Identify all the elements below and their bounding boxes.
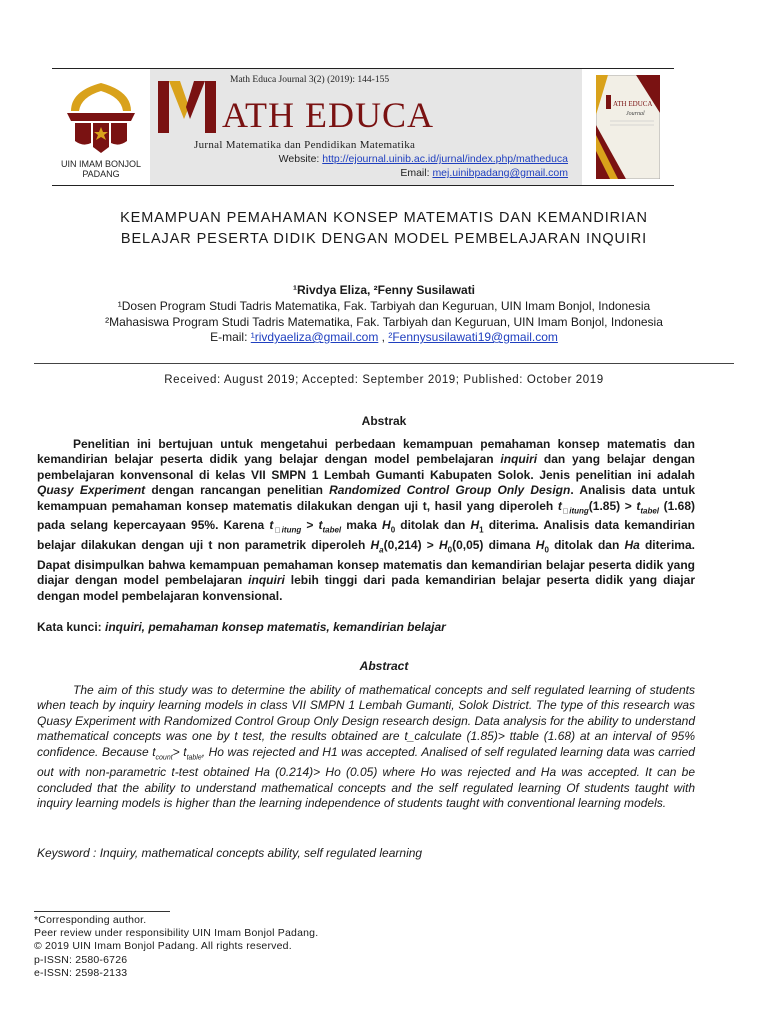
abstract-heading: Abstract	[359, 659, 409, 673]
website-label: Website:	[278, 153, 323, 165]
journal-email-link[interactable]: mej.uinibpadang@gmail.com	[432, 167, 568, 179]
affiliations	[0, 299, 768, 346]
header-divider	[34, 363, 734, 364]
footnote-divider	[34, 911, 170, 912]
author-email-label: E-mail:	[210, 330, 251, 344]
journal-subtitle: Jurnal Matematika dan Pendidikan Matematika	[194, 139, 416, 151]
email-separator: ,	[378, 330, 389, 344]
abstrak-body: Penelitian ini bertujuan untuk mengetahui perbedaan kemampuan pemahaman konsep matematis dan kemandirian belajar peserta didik yang belajar dengan model pembelajaran inquiri dan yang belajar dengan pembelajaran konvensonal di kelas VII SMPN 1 Lembah Gumanti Kabupaten Solok. Jenis penelitian ini adalah Quasy Experiment dengan rancangan penelitian Randomized Control Group Only Design. Analisis data untuk kemampuan pemahaman konsep matematis dilakukan dengan uji t, hasil yang diperoleh $t_{□itung}(1.85) > t_{tabel}$ (1.68) pada selang kepercayaan 95%. Karena $t_{□itung} > t_{tabel}$ maka $H_0$ ditolak dan $H_1$ diterima. Analisis data kemandirian belajar dilakukan dengan uji t non parametrik diperoleh $H_a(0,214) > H_0(0,05)$ dimana $H_0$ ditolak dan Ha diterima. Dapat disimpulkan bahwa kemampuan pemahaman konsep matematis dan kemandirian belajar peserta didik yang diajar dengan model pembelajaran inquiri lebih tinggi dari pada kemandirian belajar peserta didik yang diajar dengan model pembelajaran konvensional.	[37, 437, 696, 603]
abstract-keywords	[37, 846, 697, 860]
university-logo-icon	[61, 77, 141, 157]
cover-subtitle: Journal	[626, 111, 645, 117]
journal-cover-image	[596, 75, 660, 179]
footnotes	[34, 914, 318, 980]
journal-header	[52, 68, 674, 186]
article-title	[40, 208, 728, 250]
cover-title: ATH EDUCA	[613, 100, 653, 108]
affiliation-1: ¹Dosen Program Studi Tadris Matematika, Fak. Tarbiyah dan Keguruan, UIN Imam Bonjol, Indonesia	[117, 299, 651, 313]
abstract-body: The aim of this study was to determine the ability of mathematical concepts and self regulated learning of students when teach by inquiry learning models in class VII SMPN 1 Lembah Gumanti, Solok District. The type of this research was Quasy Experiment with Randomized Control Group Only Design research design. Data analysis for the ability to understand mathematical concepts was one by t test, the results obtained are t_calculate (1.85)> ttable (1.68) at an interval of 95% confidence. Because $t_{count}> t_{table}$, Ho was rejected and H1 was accepted. Analised of self regulated learning data was carried out with non-parametric t-test obtained Ha (0.214)> Ho (0.05) where Ho was rejected and Ha was accepted. It can be concluded that the ability to understand mathematical concepts and the self regulated learning Of students taught with inquiry learning models is higher than the learning independence of students taught with conventional learning models.	[37, 683, 695, 811]
title-line1: KEMAMPUAN PEMAHAMAN KONSEP MATEMATIS DAN KEMANDIRIAN	[120, 210, 648, 226]
masthead-text: ATH EDUCA	[222, 95, 434, 135]
masthead-panel	[150, 69, 582, 185]
university-line2: PADANG	[82, 169, 120, 179]
abstrak-heading: Abstrak	[361, 414, 407, 428]
journal-citation: Math Educa Journal 3(2) (2019): 144-155	[230, 75, 390, 85]
university-name	[61, 159, 141, 179]
email-label: Email:	[400, 167, 433, 179]
pissn: p-ISSN: 2580-6726	[34, 953, 128, 966]
author-email-2[interactable]: ²Fennysusilawati19@gmail.com	[388, 330, 558, 344]
website-link[interactable]: http://ejournal.uinib.ac.id/jurnal/index.php/matheduca	[322, 153, 568, 165]
abstrak-keywords-value: inquiri, pemahaman konsep matematis, kemandirian belajar	[105, 620, 446, 634]
abstrak-keywords-label: Kata kunci:	[37, 620, 106, 634]
eissn: e-ISSN: 2598-2133	[34, 966, 128, 979]
university-logo-block	[52, 69, 150, 185]
journal-cover	[582, 69, 674, 185]
abstract-keywords-value: Inquiry, mathematical concepts ability, self regulated learning	[99, 846, 423, 860]
corresponding-author-note: *Corresponding author.	[34, 914, 147, 926]
author-email-1[interactable]: ¹rivdyaeliza@gmail.com	[250, 330, 379, 344]
peer-review-note: Peer review under responsibility UIN Imam Bonjol Padang.	[34, 927, 319, 940]
university-line1: UIN IMAM BONJOL	[60, 159, 141, 169]
authors: ¹Rivdya Eliza, ²Fenny Susilawati	[292, 283, 476, 297]
masthead-title	[156, 73, 434, 135]
affiliation-2: ²Mahasiswa Program Studi Tadris Matematika, Fak. Tarbiyah dan Keguruan, UIN Imam Bonjol, Indonesia	[105, 314, 663, 329]
copyright-note: © 2019 UIN Imam Bonjol Padang. All rights reserved.	[34, 940, 292, 953]
journal-contact	[279, 152, 568, 180]
publication-dates: Received: August 2019; Accepted: September 2019; Published: October 2019	[164, 374, 604, 386]
masthead-m-logo-icon	[156, 73, 220, 135]
title-line2: BELAJAR PESERTA DIDIK DENGAN MODEL PEMBELAJARAN INQUIRI	[120, 231, 648, 247]
abstract-keywords-label: Keysword :	[37, 846, 100, 860]
author-emails	[0, 330, 768, 346]
abstrak-keywords	[37, 620, 697, 634]
